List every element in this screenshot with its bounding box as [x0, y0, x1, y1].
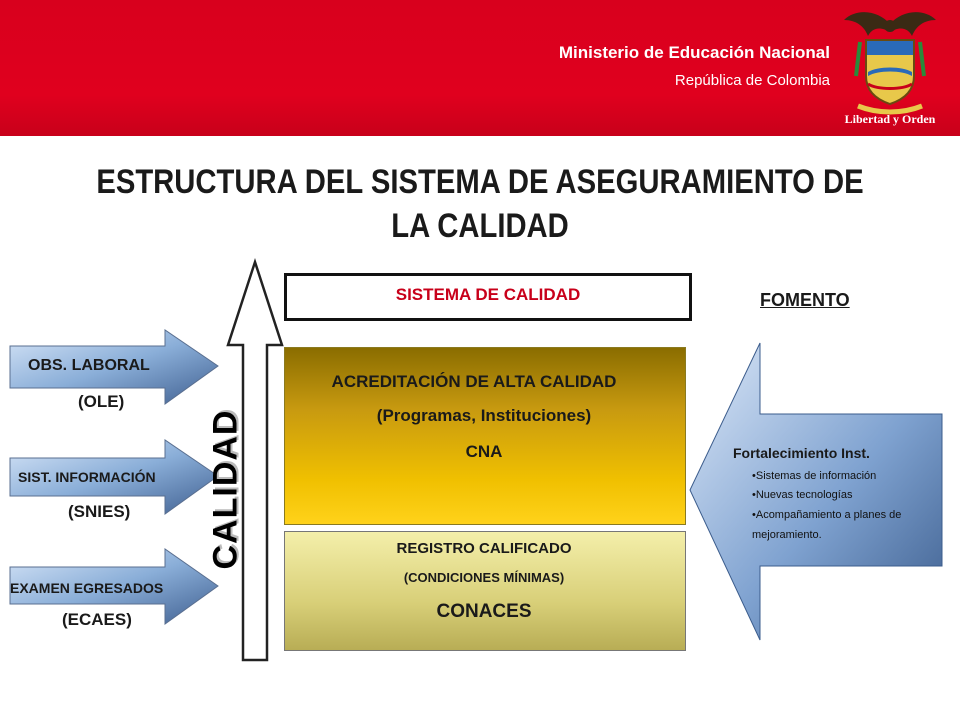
- registry-agency: CONACES: [436, 601, 532, 622]
- quality-system-label: SISTEMA DE CALIDAD: [395, 285, 581, 304]
- page-title: ESTRUCTURA DEL SISTEMA DE ASEGURAMIENTO DE LA CALIDAD: [96, 163, 864, 245]
- accreditation-scope: (Programas, Instituciones): [376, 406, 592, 425]
- motto-text: Libertad y Orden: [844, 112, 936, 126]
- accreditation-agency: CNA: [465, 442, 503, 461]
- input-abbr-ole: (OLE): [78, 392, 125, 411]
- fomento-bullet: •Sistemas de información: [752, 470, 877, 482]
- ministry-name: Ministerio de Educación Nacional: [558, 43, 830, 62]
- input-label-ole: OBS. LABORAL: [28, 357, 150, 374]
- input-abbr-snies: (SNIES): [68, 502, 131, 521]
- fomento-bullet: •Nuevas tecnologías: [752, 489, 853, 501]
- registry-scope: (CONDICIONES MÍNIMAS): [403, 570, 565, 585]
- input-abbr-ecaes: (ECAES): [62, 610, 132, 629]
- fomento-bullet: mejoramiento.: [752, 529, 822, 541]
- fomento-bullet: •Acompañamiento a planes de: [752, 509, 902, 521]
- accreditation-title: ACREDITACIÓN DE ALTA CALIDAD: [331, 372, 617, 391]
- registry-title: REGISTRO CALIFICADO: [396, 540, 572, 557]
- fomento-title: Fortalecimiento Inst.: [733, 445, 870, 461]
- fomento-heading: FOMENTO: [760, 290, 850, 310]
- republic-name: República de Colombia: [674, 72, 830, 89]
- input-label-snies: SIST. INFORMACIÓN: [18, 469, 156, 485]
- input-label-ecaes: EXAMEN EGRESADOS: [10, 580, 164, 596]
- quality-arrow-label: CALIDAD: [206, 409, 245, 570]
